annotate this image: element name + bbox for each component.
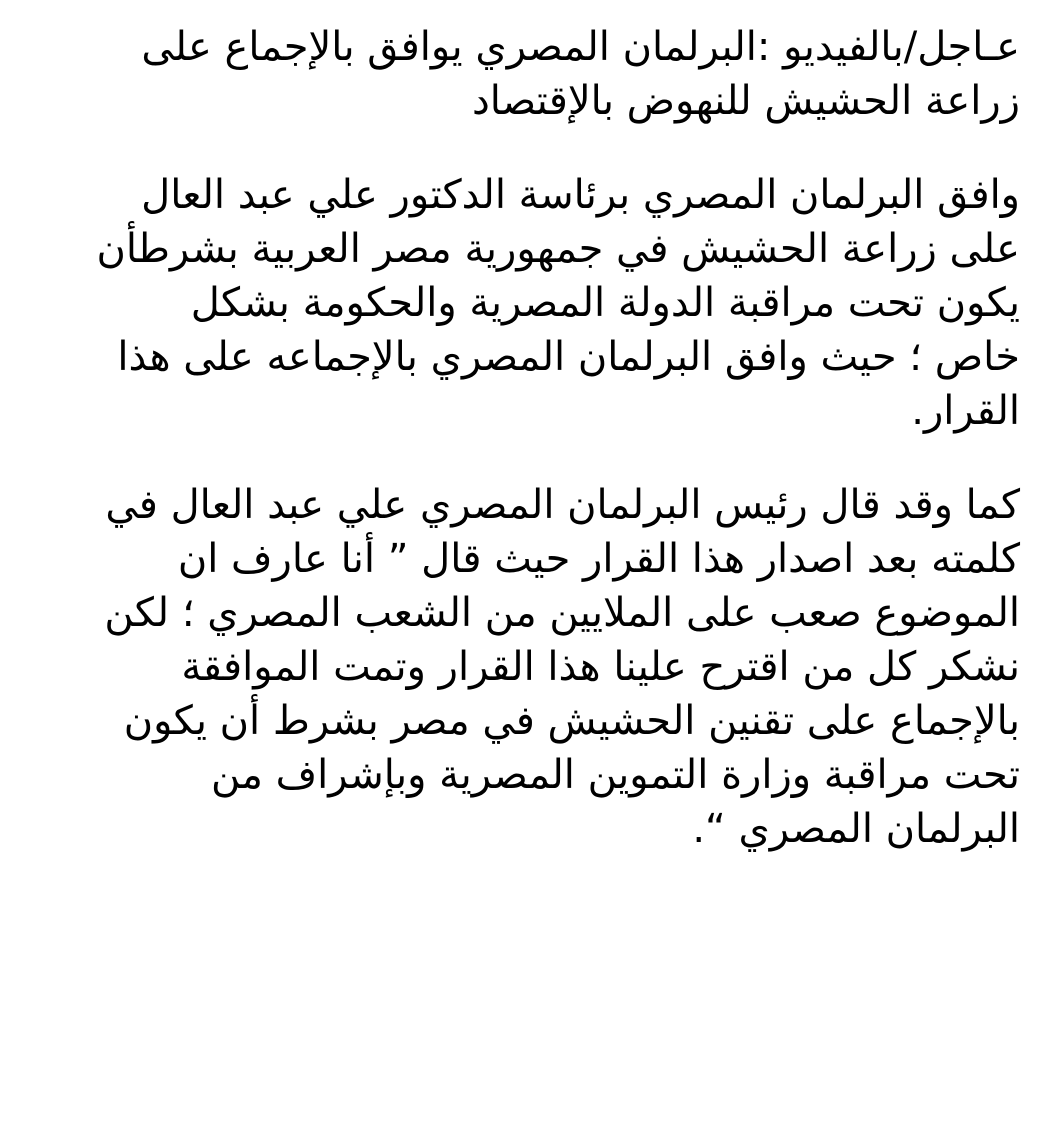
paragraph-line: تحت مراقبة وزارة التموين المصرية وبإشراف من <box>211 752 1020 798</box>
paragraph-line: كلمته بعد اصدار هذا القرار حيث قال ” أنا عارف ان <box>177 536 1020 582</box>
headline-line: عـاجل/بالفيديو :البرلمان المصري يوافق بالإجماع على <box>141 24 1020 70</box>
paragraph-line: بالإجماع على تقنين الحشيش في مصر بشرط أن يكون <box>123 698 1020 744</box>
article-headline <box>70 20 1020 128</box>
article-paragraph-2 <box>70 478 1020 856</box>
paragraph-line: نشكر كل من اقترح علينا هذا القرار وتمت الموافقة <box>181 644 1020 690</box>
paragraph-line: الموضوع صعب على الملايين من الشعب المصري ؛ لكن <box>104 590 1020 636</box>
headline-line: زراعة الحشيش للنهوض بالإقتصاد <box>471 78 1020 124</box>
paragraph-line: وافق البرلمان المصري برئاسة الدكتور علي عبد العال <box>141 172 1020 218</box>
paragraph-line: يكون تحت مراقبة الدولة المصرية والحكومة بشكل <box>190 280 1020 326</box>
article-paragraph-1 <box>70 168 1020 438</box>
paragraph-line: خاص ؛ حيث وافق البرلمان المصري بالإجماعه على هذا <box>117 334 1020 380</box>
paragraph-line: القرار. <box>911 388 1020 434</box>
paragraph-line: على زراعة الحشيش في جمهورية مصر العربية بشرطأن <box>96 226 1020 272</box>
paragraph-line: كما وقد قال رئيس البرلمان المصري علي عبد العال في <box>105 482 1020 528</box>
paragraph-line: البرلمان المصري “. <box>692 806 1020 852</box>
